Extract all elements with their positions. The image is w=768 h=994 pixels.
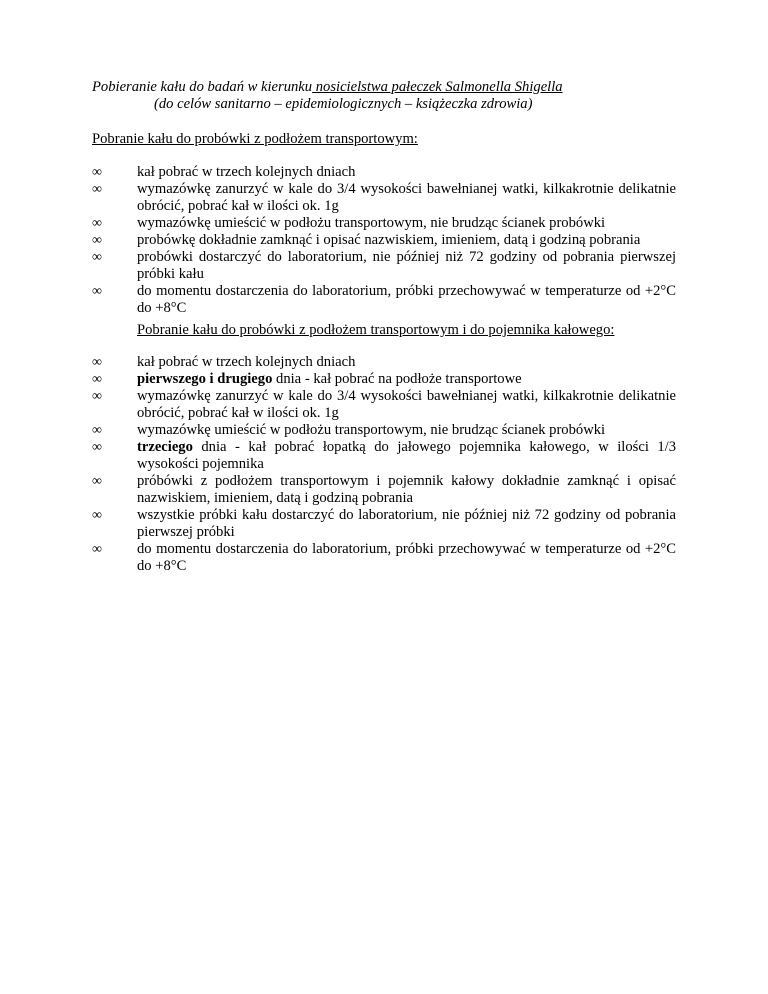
list-item — [92, 354, 676, 371]
list-item — [92, 181, 676, 215]
list-item-text: wszystkie próbki kału dostarczyć do laboratorium, nie później niż 72 godziny od pobrania pierwszej próbki — [137, 507, 676, 540]
list-item — [92, 215, 676, 232]
list-item-text: dnia - kał pobrać na podłoże transportowe — [272, 371, 522, 387]
bullet-icon: ∞ — [92, 474, 102, 489]
list-item — [92, 164, 676, 181]
list-item-text: probówki dostarczyć do laboratorium, nie później niż 72 godziny od pobrania pierwszej próbki kału — [137, 249, 676, 282]
list-item-text: próbówki z podłożem transportowym i pojemnik kałowy dokładnie zamknąć i opisać nazwiskiem, imieniem, datą i godziną pobrania — [137, 473, 676, 506]
bullet-icon: ∞ — [92, 250, 102, 265]
list-item — [92, 249, 676, 283]
list-item — [92, 388, 676, 422]
list-item — [92, 422, 676, 439]
list-item — [92, 371, 676, 388]
bullet-icon: ∞ — [92, 542, 102, 557]
bullet-icon: ∞ — [92, 182, 102, 197]
bullet-icon: ∞ — [92, 372, 102, 387]
bullet-icon: ∞ — [92, 284, 102, 299]
section2-heading: Pobranie kału do probówki z podłożem transportowym i do pojemnika kałowego: — [137, 322, 615, 338]
bullet-icon: ∞ — [92, 423, 102, 438]
bullet-icon: ∞ — [92, 355, 102, 370]
title-text-part2: nosicielstwa pałeczek Salmonella Shigella — [312, 79, 563, 95]
list-item — [92, 283, 676, 317]
list-item-text: dnia - kał pobrać łopatką do jałowego pojemnika kałowego, w ilości 1/3 wysokości pojemnika — [137, 439, 676, 472]
list-item-text: wymazówkę umieścić w podłożu transportowym, nie brudząc ścianek probówki — [137, 422, 606, 438]
list-item — [92, 439, 676, 473]
list-item-text: kał pobrać w trzech kolejnych dniach — [137, 354, 356, 370]
bullet-icon: ∞ — [92, 233, 102, 248]
bullet-icon: ∞ — [92, 216, 102, 231]
list-item-text: wymazówkę umieścić w podłożu transportowym, nie brudząc ścianek probówki — [137, 215, 606, 231]
list-item-text: wymazówkę zanurzyć w kale do 3/4 wysokości bawełnianej watki, kilkakrotnie delikatnie obrócić, pobrać kał w ilości ok. 1g — [137, 181, 676, 214]
list-item — [92, 232, 676, 249]
section1-list — [92, 164, 676, 317]
bullet-icon: ∞ — [92, 440, 102, 455]
list-item — [92, 541, 676, 575]
list-item-text: wymazówkę zanurzyć w kale do 3/4 wysokości bawełnianej watki, kilkakrotnie delikatnie obrócić, pobrać kał w ilości ok. 1g — [137, 388, 676, 421]
document-title — [92, 79, 692, 113]
list-item-bold-text: trzeciego — [137, 439, 193, 455]
list-item-text: kał pobrać w trzech kolejnych dniach — [137, 164, 356, 180]
list-item-text: do momentu dostarczenia do laboratorium, próbki przechowywać w temperaturze od +2°C do +8°C — [137, 541, 676, 574]
list-item-bold-text: pierwszego i drugiego — [137, 371, 273, 387]
list-item-text: probówkę dokładnie zamknąć i opisać nazwiskiem, imieniem, datą i godziną pobrania — [137, 232, 641, 248]
list-item — [92, 507, 676, 541]
bullet-icon: ∞ — [92, 508, 102, 523]
section1-heading: Pobranie kału do probówki z podłożem transportowym: — [92, 131, 418, 147]
bullet-icon: ∞ — [92, 389, 102, 404]
list-item-text: do momentu dostarczenia do laboratorium, próbki przechowywać w temperaturze od +2°C do +8°C — [137, 283, 676, 316]
section2-list — [92, 354, 676, 575]
bullet-icon: ∞ — [92, 165, 102, 180]
list-item — [92, 473, 676, 507]
title-text-part1: Pobieranie kału do badań w kierunku — [92, 79, 313, 95]
title-subtitle: (do celów sanitarno – epidemiologicznych – książeczka zdrowia) — [154, 96, 533, 112]
